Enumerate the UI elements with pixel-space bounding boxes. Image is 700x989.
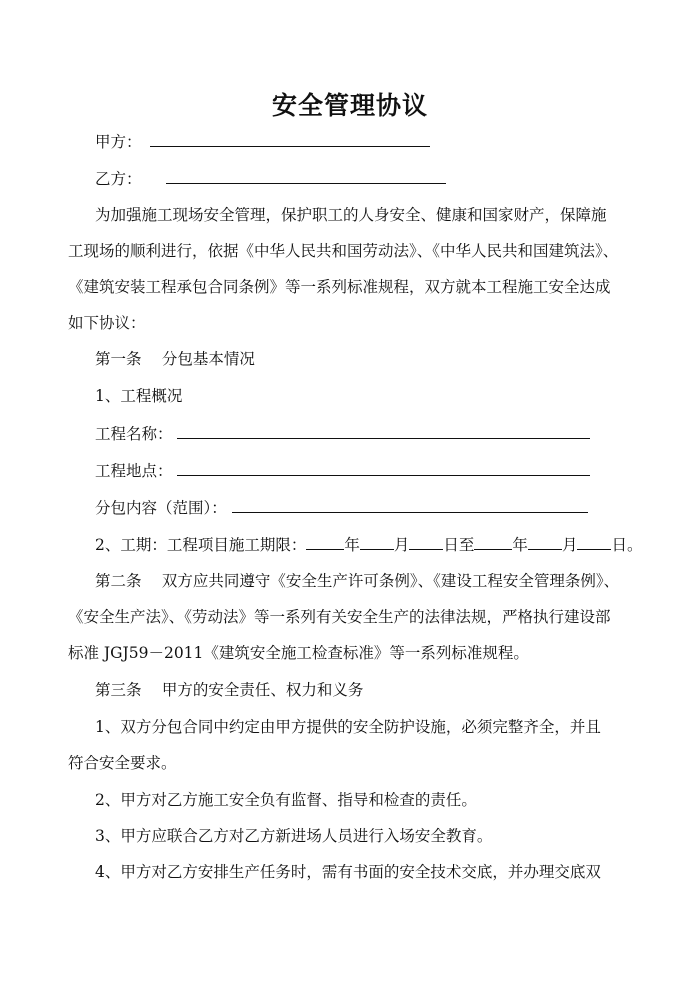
party-a-blank xyxy=(150,130,430,147)
article2-line-1: 第二条 双方应共同遵守《安全生产许可条例》、《建设工程安全管理条例》、 xyxy=(95,572,620,590)
party-a-line xyxy=(95,130,430,153)
document-title: 安全管理协议 xyxy=(271,91,428,120)
intro-line-3: 《建筑安装工程承包合同条例》等一系列标准规程，双方就本工程施工安全达成 xyxy=(68,278,611,296)
start-month-blank xyxy=(360,533,394,550)
start-year-unit: 年 xyxy=(344,536,360,554)
period-prefix: 2、工期：工程项目施工期限： xyxy=(95,536,307,554)
article3-item4: 4、甲方对乙方安排生产任务时，需有书面的安全技术交底，并办理交底双 xyxy=(95,863,601,881)
intro-line-4: 如下协议： xyxy=(68,314,146,332)
article3-item3: 3、甲方应联合乙方对乙方新进场人员进行入场安全教育。 xyxy=(95,827,493,845)
end-year-blank xyxy=(474,533,512,550)
article3-heading: 第三条 甲方的安全责任、权力和义务 xyxy=(95,681,364,699)
start-month-unit: 月 xyxy=(393,536,410,554)
project-location-line xyxy=(95,459,590,482)
article1-heading: 第一条 分包基本情况 xyxy=(95,350,255,368)
article1-sub1: 1、工程概况 xyxy=(95,387,183,405)
end-year-unit: 年 xyxy=(512,536,528,554)
party-a-label: 甲方： xyxy=(95,133,142,151)
intro-line-2: 工现场的顺利进行，依据《中华人民共和国劳动法》、《中华人民共和国建筑法》、 xyxy=(68,242,619,260)
day-to-text: 日至 xyxy=(443,536,475,554)
start-year-blank xyxy=(306,533,344,550)
project-location-label: 工程地点： xyxy=(95,462,173,480)
article3-item1-line-2: 符合安全要求。 xyxy=(68,754,177,772)
end-day-unit: 日。 xyxy=(611,536,643,554)
subcontract-scope-line xyxy=(95,496,588,519)
party-b-line xyxy=(95,167,446,190)
party-b-label: 乙方： xyxy=(95,170,142,188)
subcontract-scope-label: 分包内容（范围）： xyxy=(95,499,227,517)
subcontract-scope-blank xyxy=(232,496,588,513)
project-name-blank xyxy=(177,422,590,439)
intro-line-1: 为加强施工现场安全管理，保护职工的人身安全、健康和国家财产，保障施 xyxy=(95,206,607,224)
start-day-blank xyxy=(409,533,443,550)
end-month-blank xyxy=(528,533,562,550)
project-name-line xyxy=(95,422,590,445)
article3-item2: 2、甲方对乙方施工安全负有监督、指导和检查的责任。 xyxy=(95,791,477,809)
project-name-label: 工程名称： xyxy=(95,425,173,443)
article3-item1-line-1: 1、双方分包合同中约定由甲方提供的安全防护设施，必须完整齐全，并且 xyxy=(95,718,601,736)
end-month-unit: 月 xyxy=(561,536,578,554)
party-b-blank xyxy=(166,167,446,184)
period-line xyxy=(95,533,642,556)
end-day-blank xyxy=(577,533,611,550)
article2-line-3: 标准 JGJ59－2011《建筑安全施工检查标准》等一系列标准规程。 xyxy=(68,644,529,662)
project-location-blank xyxy=(177,459,590,476)
article2-line-2: 《安全生产法》、《劳动法》等一系列有关安全生产的法律法规，严格执行建设部 xyxy=(68,608,611,626)
